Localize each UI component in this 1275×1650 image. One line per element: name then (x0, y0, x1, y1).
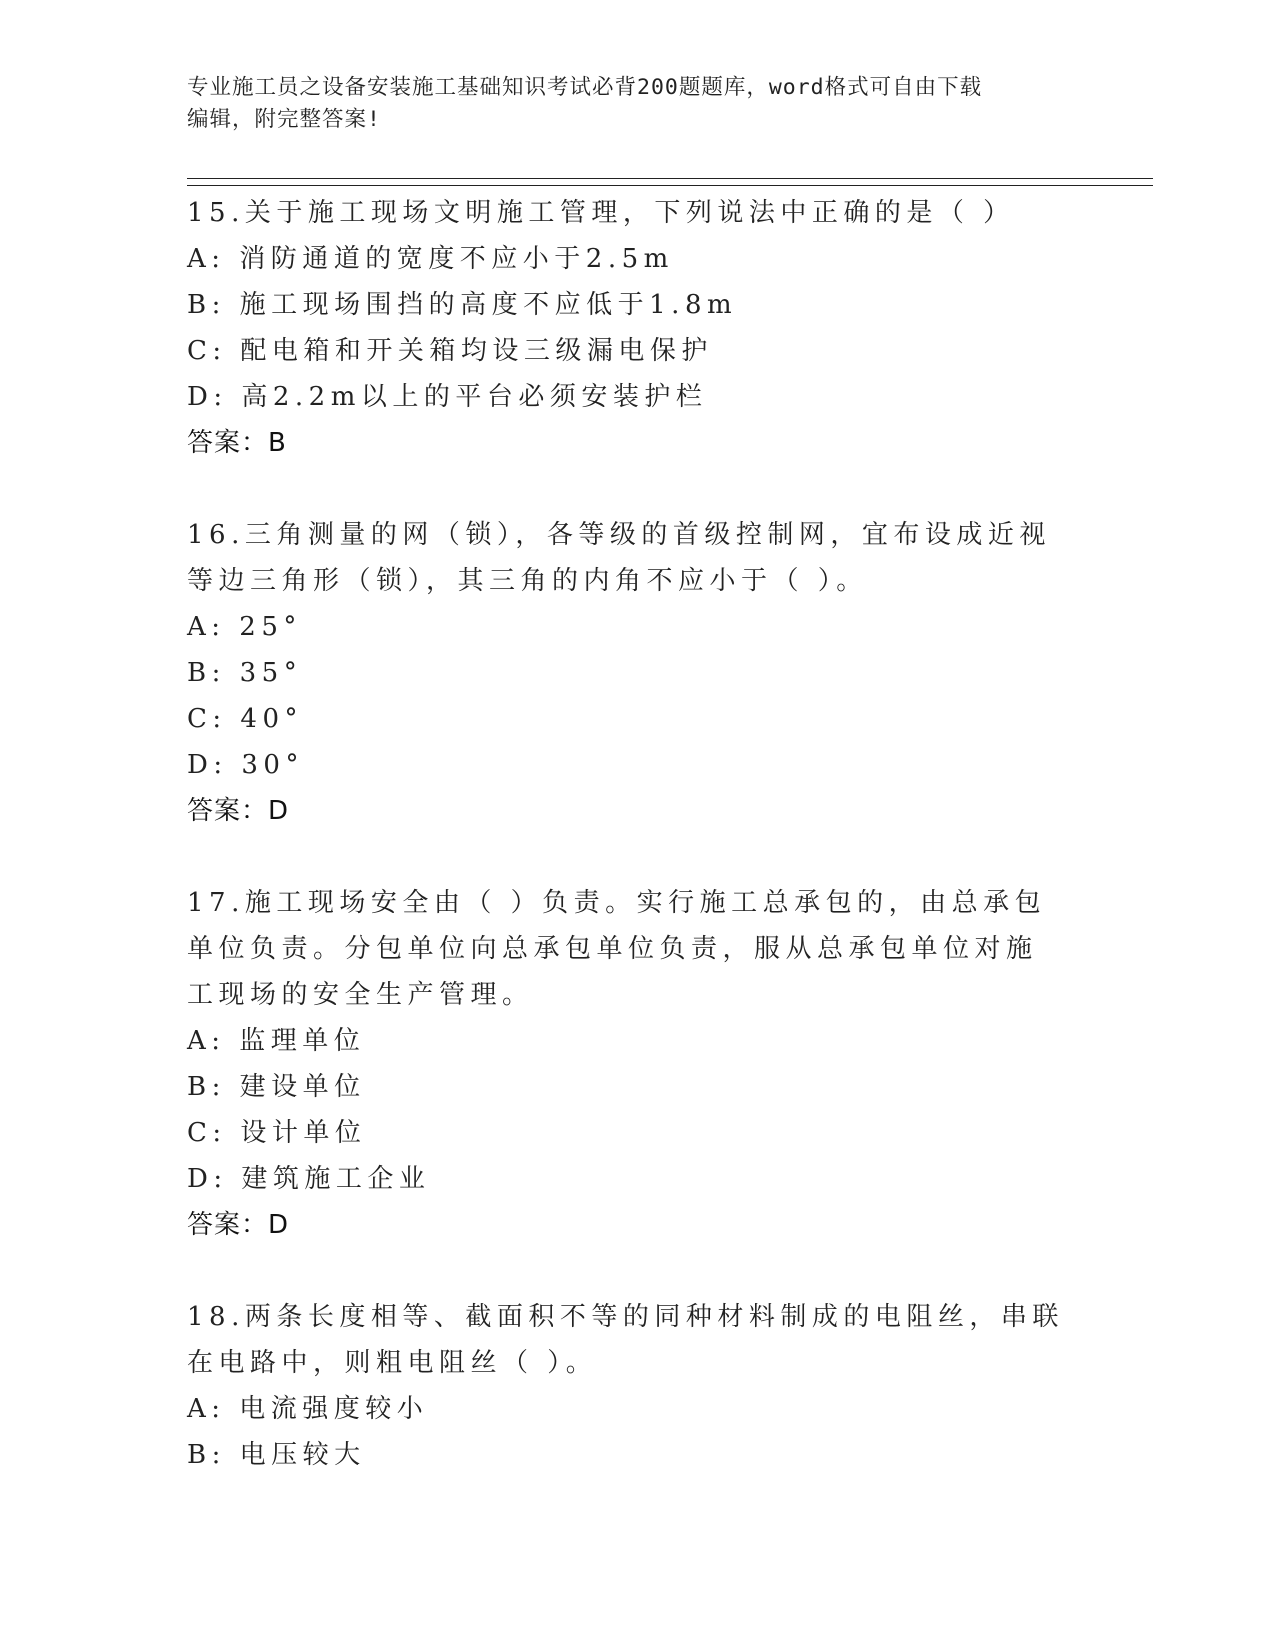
option-a: A: 25° (187, 612, 302, 642)
option-b: B: 施工现场围挡的高度不应低于1.8m (187, 290, 738, 320)
answer: 答案：B (187, 428, 287, 458)
option-d: D: 建筑施工企业 (187, 1164, 431, 1194)
question-stem: 15.关于施工现场文明施工管理，下列说法中正确的是（ ） (187, 198, 1015, 228)
option-a: A: 监理单位 (187, 1026, 366, 1056)
option-b: B: 35° (187, 658, 303, 688)
question-15 (187, 190, 1087, 466)
answer: 答案：D (187, 1210, 290, 1240)
header-double-rule (187, 178, 1153, 186)
option-d: D: 高2.2m以上的平台必须安装护栏 (187, 382, 708, 412)
question-stem: 16.三角测量的网（锁），各等级的首级控制网，宜布设成近视等边三角形（锁），其三角的内角不应小于（ ）。 (187, 520, 1051, 596)
option-d: D: 30° (187, 750, 304, 780)
option-b: B: 建设单位 (187, 1072, 366, 1102)
option-b: B: 电压较大 (187, 1440, 366, 1470)
answer: 答案：D (187, 796, 290, 826)
header-title-line-2: 编辑，附完整答案! (187, 107, 381, 132)
question-16 (187, 512, 1087, 834)
option-c: C: 设计单位 (187, 1118, 367, 1148)
option-c: C: 配电箱和开关箱均设三级漏电保护 (187, 336, 713, 366)
question-stem: 17.施工现场安全由（ ）负责。实行施工总承包的，由总承包单位负责。分包单位向总承包单位负责，服从总承包单位对施工现场的安全生产管理。 (187, 888, 1047, 1010)
question-18 (187, 1294, 1087, 1478)
question-17 (187, 880, 1087, 1248)
option-a: A: 消防通道的宽度不应小于2.5m (187, 244, 674, 274)
question-list (187, 190, 1087, 1524)
document-header (187, 72, 1087, 136)
question-stem: 18.两条长度相等、截面积不等的同种材料制成的电阻丝，串联在电路中，则粗电阻丝（ ）。 (187, 1302, 1064, 1378)
option-c: C: 40° (187, 704, 304, 734)
option-a: A: 电流强度较小 (187, 1394, 429, 1424)
header-title-line-1: 专业施工员之设备安装施工基础知识考试必背200题题库，word格式可自由下载 (187, 75, 983, 100)
